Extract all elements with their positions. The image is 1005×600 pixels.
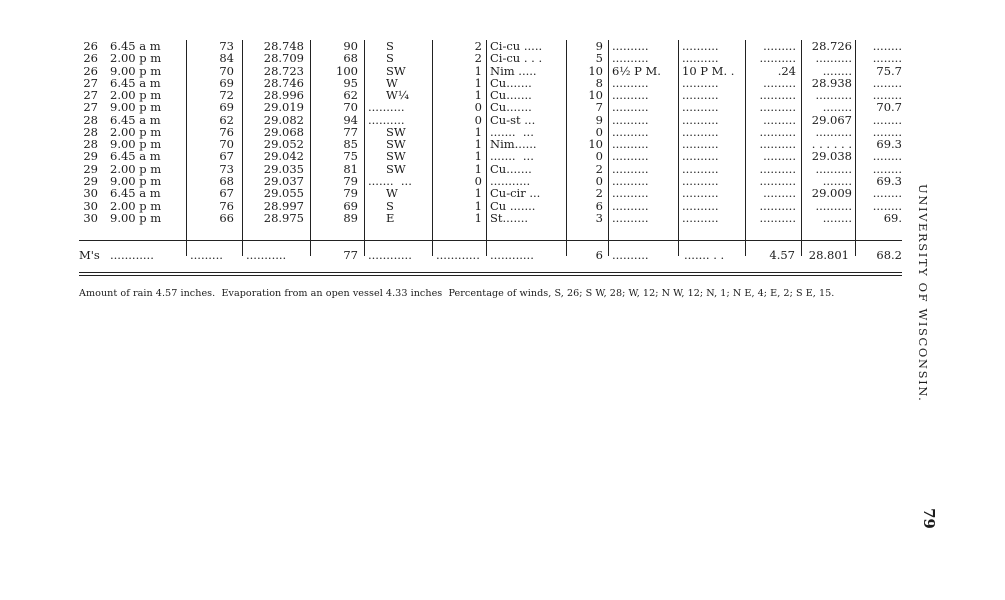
table-cell: .......... — [612, 100, 649, 115]
table-cell: 29.035 — [263, 161, 304, 176]
column-rule — [364, 40, 365, 256]
table-cell: 75.7 — [876, 63, 902, 78]
table-cell: 67 — [219, 149, 234, 164]
table-cell: 90 — [343, 39, 358, 53]
table-cell: 27 — [83, 75, 98, 90]
table-cell: 75 — [343, 149, 358, 164]
table-cell: .......... — [612, 186, 649, 201]
table-cell: 2 — [595, 161, 603, 176]
table-cell: ........ — [872, 149, 902, 164]
table-cell: 0 — [474, 173, 482, 188]
table-cell: Nim...... — [490, 137, 537, 152]
table-cell: .......... — [682, 186, 719, 201]
table-cell: .......... — [759, 210, 796, 225]
table-cell: 2 — [595, 186, 603, 201]
table-cell: 29 — [83, 149, 98, 164]
table-cell: .......... — [682, 198, 719, 213]
table-cell: ........ — [872, 51, 902, 66]
table-cell: .......... — [815, 198, 852, 213]
table-cell: 30 — [83, 186, 98, 201]
table-cell: .......... — [682, 39, 719, 53]
table-cell: ........ — [822, 100, 852, 115]
table-cell: 73 — [219, 161, 234, 176]
table-cell: W¼ — [386, 88, 409, 103]
table-cell: Cu....... — [490, 88, 532, 103]
table-cell: 1 — [474, 137, 482, 152]
table-cell: 2.00 p m — [110, 198, 162, 213]
table-cell: .......... — [815, 124, 852, 139]
table-cell: 69. — [883, 210, 902, 225]
column-rule — [678, 40, 679, 256]
table-cell: ......... — [763, 149, 796, 164]
means-barometer-mean: 28.801 — [808, 248, 849, 262]
table-cell: 29 — [83, 161, 98, 176]
table-cell: Nim ..... — [490, 63, 537, 78]
table-cell: 9.00 p m — [110, 210, 162, 225]
table-cell: 69.3 — [876, 173, 902, 188]
table-cell: .......... — [612, 161, 649, 176]
table-cell: .......... — [612, 173, 649, 188]
table-cell: SW — [386, 161, 406, 176]
table-cell: 76 — [219, 198, 234, 213]
means-rain-begin: .......... — [612, 248, 649, 262]
means-barometer: ........... — [246, 248, 287, 262]
table-cell: 0 — [474, 100, 482, 115]
table-cell: 2.00 p m — [110, 88, 162, 103]
table-cell: ......... — [763, 112, 796, 127]
means-temperature-mean: 68.2 — [876, 248, 902, 262]
table-cell: ........... — [490, 173, 531, 188]
table-cell: .......... — [815, 88, 852, 103]
means-temp: ......... — [190, 248, 223, 262]
table-cell: W — [386, 186, 398, 201]
table-cell: 6.45 a m — [110, 75, 161, 90]
column-rule — [310, 40, 311, 256]
table-cell: W — [386, 75, 398, 90]
table-cell: 62 — [219, 112, 234, 127]
table-cell: ........ — [872, 161, 902, 176]
means-rain-end: ....... . . — [684, 248, 725, 262]
means-date-time: ............ — [110, 248, 154, 262]
table-cell: 1 — [474, 149, 482, 164]
table-cell: .......... — [682, 149, 719, 164]
table-cell: 28.748 — [263, 39, 304, 53]
table-cell: 29.042 — [263, 149, 304, 164]
column-rule — [432, 40, 433, 256]
table-cell: .......... — [759, 88, 796, 103]
table-cell: .......... — [368, 100, 405, 115]
table-cell: .......... — [682, 51, 719, 66]
means-wind-force: ............ — [436, 248, 480, 262]
table-cell: 2.00 p m — [110, 161, 162, 176]
table-cell: 69 — [219, 75, 234, 90]
table-cell: 66 — [219, 210, 234, 225]
table-cell: 28.938 — [811, 75, 852, 90]
table-cell: 2 — [474, 51, 482, 66]
table-cell: St....... — [490, 210, 529, 225]
table-cell: 28.723 — [263, 63, 304, 78]
means-humidity: 77 — [343, 248, 358, 262]
table-cell: 7 — [595, 100, 603, 115]
table-cell: 29.052 — [263, 137, 304, 152]
table-cell: ........ — [872, 39, 902, 53]
table-cell: 30 — [83, 198, 98, 213]
table-cell: Cu....... — [490, 75, 532, 90]
column-rule — [608, 40, 609, 256]
table-cell: 29.009 — [811, 186, 852, 201]
means-bottom-rule-double — [79, 275, 902, 276]
table-cell: .......... — [759, 198, 796, 213]
table-cell: 6.45 a m — [110, 186, 161, 201]
table-cell: .......... — [682, 210, 719, 225]
table-cell: .......... — [815, 161, 852, 176]
table-cell: ........ — [872, 112, 902, 127]
table-cell: 1 — [474, 186, 482, 201]
table-cell: .24 — [777, 63, 796, 78]
running-head: UNIVERSITY OF WISCONSIN. — [916, 184, 930, 403]
column-rule — [855, 40, 856, 256]
table-cell: 29.019 — [263, 100, 304, 115]
table-cell: Cu-st ... — [490, 112, 536, 127]
table-cell: 0 — [595, 173, 603, 188]
table-cell: ........ — [822, 210, 852, 225]
table-cell: ....... ... — [368, 173, 412, 188]
table-cell: 9.00 p m — [110, 137, 162, 152]
table-cell: .......... — [759, 124, 796, 139]
table-cell: SW — [386, 124, 406, 139]
means-top-rule — [79, 240, 902, 241]
table-cell: .......... — [682, 161, 719, 176]
table-cell: 62 — [343, 88, 358, 103]
table-cell: 3 — [595, 210, 603, 225]
table-cell: .......... — [759, 173, 796, 188]
table-cell: 95 — [343, 75, 358, 90]
table-cell: ........ — [822, 173, 852, 188]
table-cell: 30 — [83, 210, 98, 225]
table-cell: 1 — [474, 198, 482, 213]
table-cell: .......... — [612, 137, 649, 152]
table-cell: 0 — [474, 112, 482, 127]
means-wind-direction: ............ — [368, 248, 412, 262]
table-cell: SW — [386, 137, 406, 152]
table-cell: 94 — [343, 112, 358, 127]
table-cell: Cu....... — [490, 161, 532, 176]
table-cell: .......... — [368, 112, 405, 127]
means-bottom-rule — [79, 272, 902, 273]
table-cell: 81 — [343, 161, 358, 176]
table-cell: 70 — [343, 100, 358, 115]
table-cell: 29.082 — [263, 112, 304, 127]
table-cell: ......... — [763, 39, 796, 53]
table-cell: S — [386, 51, 394, 66]
table-cell: 28.975 — [263, 210, 304, 225]
table-cell: S — [386, 198, 394, 213]
table-cell: 26 — [83, 39, 98, 53]
table-cell: 27 — [83, 100, 98, 115]
table-cell: .......... — [682, 124, 719, 139]
table-cell: 84 — [219, 51, 234, 66]
table-cell: ........ — [872, 198, 902, 213]
table-cell: 10 — [588, 88, 603, 103]
table-cell: 10 — [588, 137, 603, 152]
table-cell: E — [386, 210, 395, 225]
table-cell: 6½ P M. — [612, 63, 661, 78]
table-cell: .......... — [612, 124, 649, 139]
table-cell: .......... — [612, 75, 649, 90]
column-rule — [801, 40, 802, 256]
table-cell: .......... — [612, 210, 649, 225]
table-cell: 28.996 — [263, 88, 304, 103]
table-cell: .......... — [682, 75, 719, 90]
table-cell: .......... — [612, 88, 649, 103]
means-cloud-kind: ............ — [490, 248, 534, 262]
page-number: 79 — [920, 508, 938, 529]
table-cell: 0 — [595, 124, 603, 139]
table-cell: .......... — [612, 112, 649, 127]
table-cell: 26 — [83, 63, 98, 78]
table-cell: 5 — [595, 51, 603, 66]
table-cell: 29.068 — [263, 124, 304, 139]
table-cell: 79 — [343, 186, 358, 201]
table-cell: 1 — [474, 210, 482, 225]
table-cell: .......... — [682, 112, 719, 127]
table-cell: 10 — [588, 63, 603, 78]
table-cell: 9 — [595, 112, 603, 127]
table-cell: 6 — [595, 198, 603, 213]
table-cell: 6.45 a m — [110, 39, 161, 53]
table-cell: 76 — [219, 124, 234, 139]
table-cell: 28.746 — [263, 75, 304, 90]
table-cell: Cu....... — [490, 100, 532, 115]
table-cell: 9.00 p m — [110, 63, 162, 78]
table-cell: 28.726 — [811, 39, 852, 53]
table-cell: 1 — [474, 75, 482, 90]
table-cell: 70 — [219, 137, 234, 152]
table-cell: 69 — [219, 100, 234, 115]
table-cell: 2.00 p m — [110, 124, 162, 139]
means-rain-amount: 4.57 — [769, 248, 795, 262]
table-cell: 89 — [343, 210, 358, 225]
table-cell: Ci-cu . . . — [490, 51, 543, 66]
table-cell: 67 — [219, 186, 234, 201]
table-cell: 28.997 — [263, 198, 304, 213]
table-cell: ........ — [872, 75, 902, 90]
table-cell: .......... — [815, 51, 852, 66]
table-cell: SW — [386, 149, 406, 164]
table-cell: 85 — [343, 137, 358, 152]
table-cell: 9.00 p m — [110, 173, 162, 188]
table-cell: 29.067 — [811, 112, 852, 127]
table-cell: 28 — [83, 112, 98, 127]
table-cell: .......... — [682, 88, 719, 103]
table-cell: 1 — [474, 63, 482, 78]
footnote: Amount of rain 4.57 inches. Evaporation from an open vessel 4.33 inches Percentage of winds, S, 26; S W, 28; W, 12; N W, 12; N, 1; N E, 4; E, 2; S E, 15. — [79, 288, 835, 299]
table-cell: SW — [386, 63, 406, 78]
table-cell: ......... — [763, 75, 796, 90]
table-cell: S — [386, 39, 394, 53]
table-cell: ........ — [822, 63, 852, 78]
table-cell: 28.709 — [263, 51, 304, 66]
table-cell: 72 — [219, 88, 234, 103]
table-cell: .......... — [612, 198, 649, 213]
table-cell: 70 — [219, 63, 234, 78]
table-cell: 9.00 p m — [110, 100, 162, 115]
table-cell: .......... — [612, 39, 649, 53]
column-rule — [242, 40, 243, 256]
table-cell: 6.45 a m — [110, 149, 161, 164]
table-cell: .......... — [759, 161, 796, 176]
column-rule — [745, 40, 746, 256]
table-cell: 73 — [219, 39, 234, 53]
table-cell: 79 — [343, 173, 358, 188]
table-cell: .......... — [682, 137, 719, 152]
table-cell: 6.45 a m — [110, 112, 161, 127]
table-cell: 1 — [474, 161, 482, 176]
table-cell: 68 — [219, 173, 234, 188]
table-cell: 28 — [83, 124, 98, 139]
table-cell: 0 — [595, 149, 603, 164]
table-cell: 10 P M. . — [682, 63, 735, 78]
table-cell: .......... — [612, 149, 649, 164]
table-cell: .......... — [682, 100, 719, 115]
table-cell: Cu ....... — [490, 198, 536, 213]
table-cell: 9 — [595, 39, 603, 53]
table-cell: 28 — [83, 137, 98, 152]
means-label: M's — [79, 248, 100, 262]
column-rule — [186, 40, 187, 256]
table-cell: ....... ... — [490, 124, 534, 139]
table-cell: ......... — [763, 186, 796, 201]
table-cell: 100 — [336, 63, 358, 78]
table-cell: 69 — [343, 198, 358, 213]
table-cell: ........ — [872, 186, 902, 201]
table-cell: 1 — [474, 88, 482, 103]
table-cell: .......... — [759, 137, 796, 152]
table-cell: 77 — [343, 124, 358, 139]
table-cell: 1 — [474, 124, 482, 139]
column-rule — [486, 40, 487, 256]
table-cell: ........ — [872, 124, 902, 139]
table-cell: 68 — [343, 51, 358, 66]
table-cell: .......... — [759, 51, 796, 66]
table-cell: 2 — [474, 39, 482, 53]
means-cloudiness: 6 — [595, 248, 603, 262]
column-rule — [566, 40, 567, 256]
table-cell: .......... — [612, 51, 649, 66]
table-cell: 8 — [595, 75, 603, 90]
table-cell: 29 — [83, 173, 98, 188]
table-cell: .......... — [682, 173, 719, 188]
table-cell: Ci-cu ..... — [490, 39, 543, 53]
table-cell: 29.055 — [263, 186, 304, 201]
table-cell: 27 — [83, 88, 98, 103]
table-cell: 29.038 — [811, 149, 852, 164]
table-cell: ........ — [872, 88, 902, 103]
table-cell: 29.037 — [263, 173, 304, 188]
table-cell: 2.00 p m — [110, 51, 162, 66]
table-cell: 70.7 — [876, 100, 902, 115]
table-cell: Cu-cir ... — [490, 186, 541, 201]
table-cell: . . . . . . — [811, 137, 852, 152]
table-cell: .......... — [759, 100, 796, 115]
table-cell: 26 — [83, 51, 98, 66]
table-cell: ....... ... — [490, 149, 534, 164]
table-cell: 69.3 — [876, 137, 902, 152]
